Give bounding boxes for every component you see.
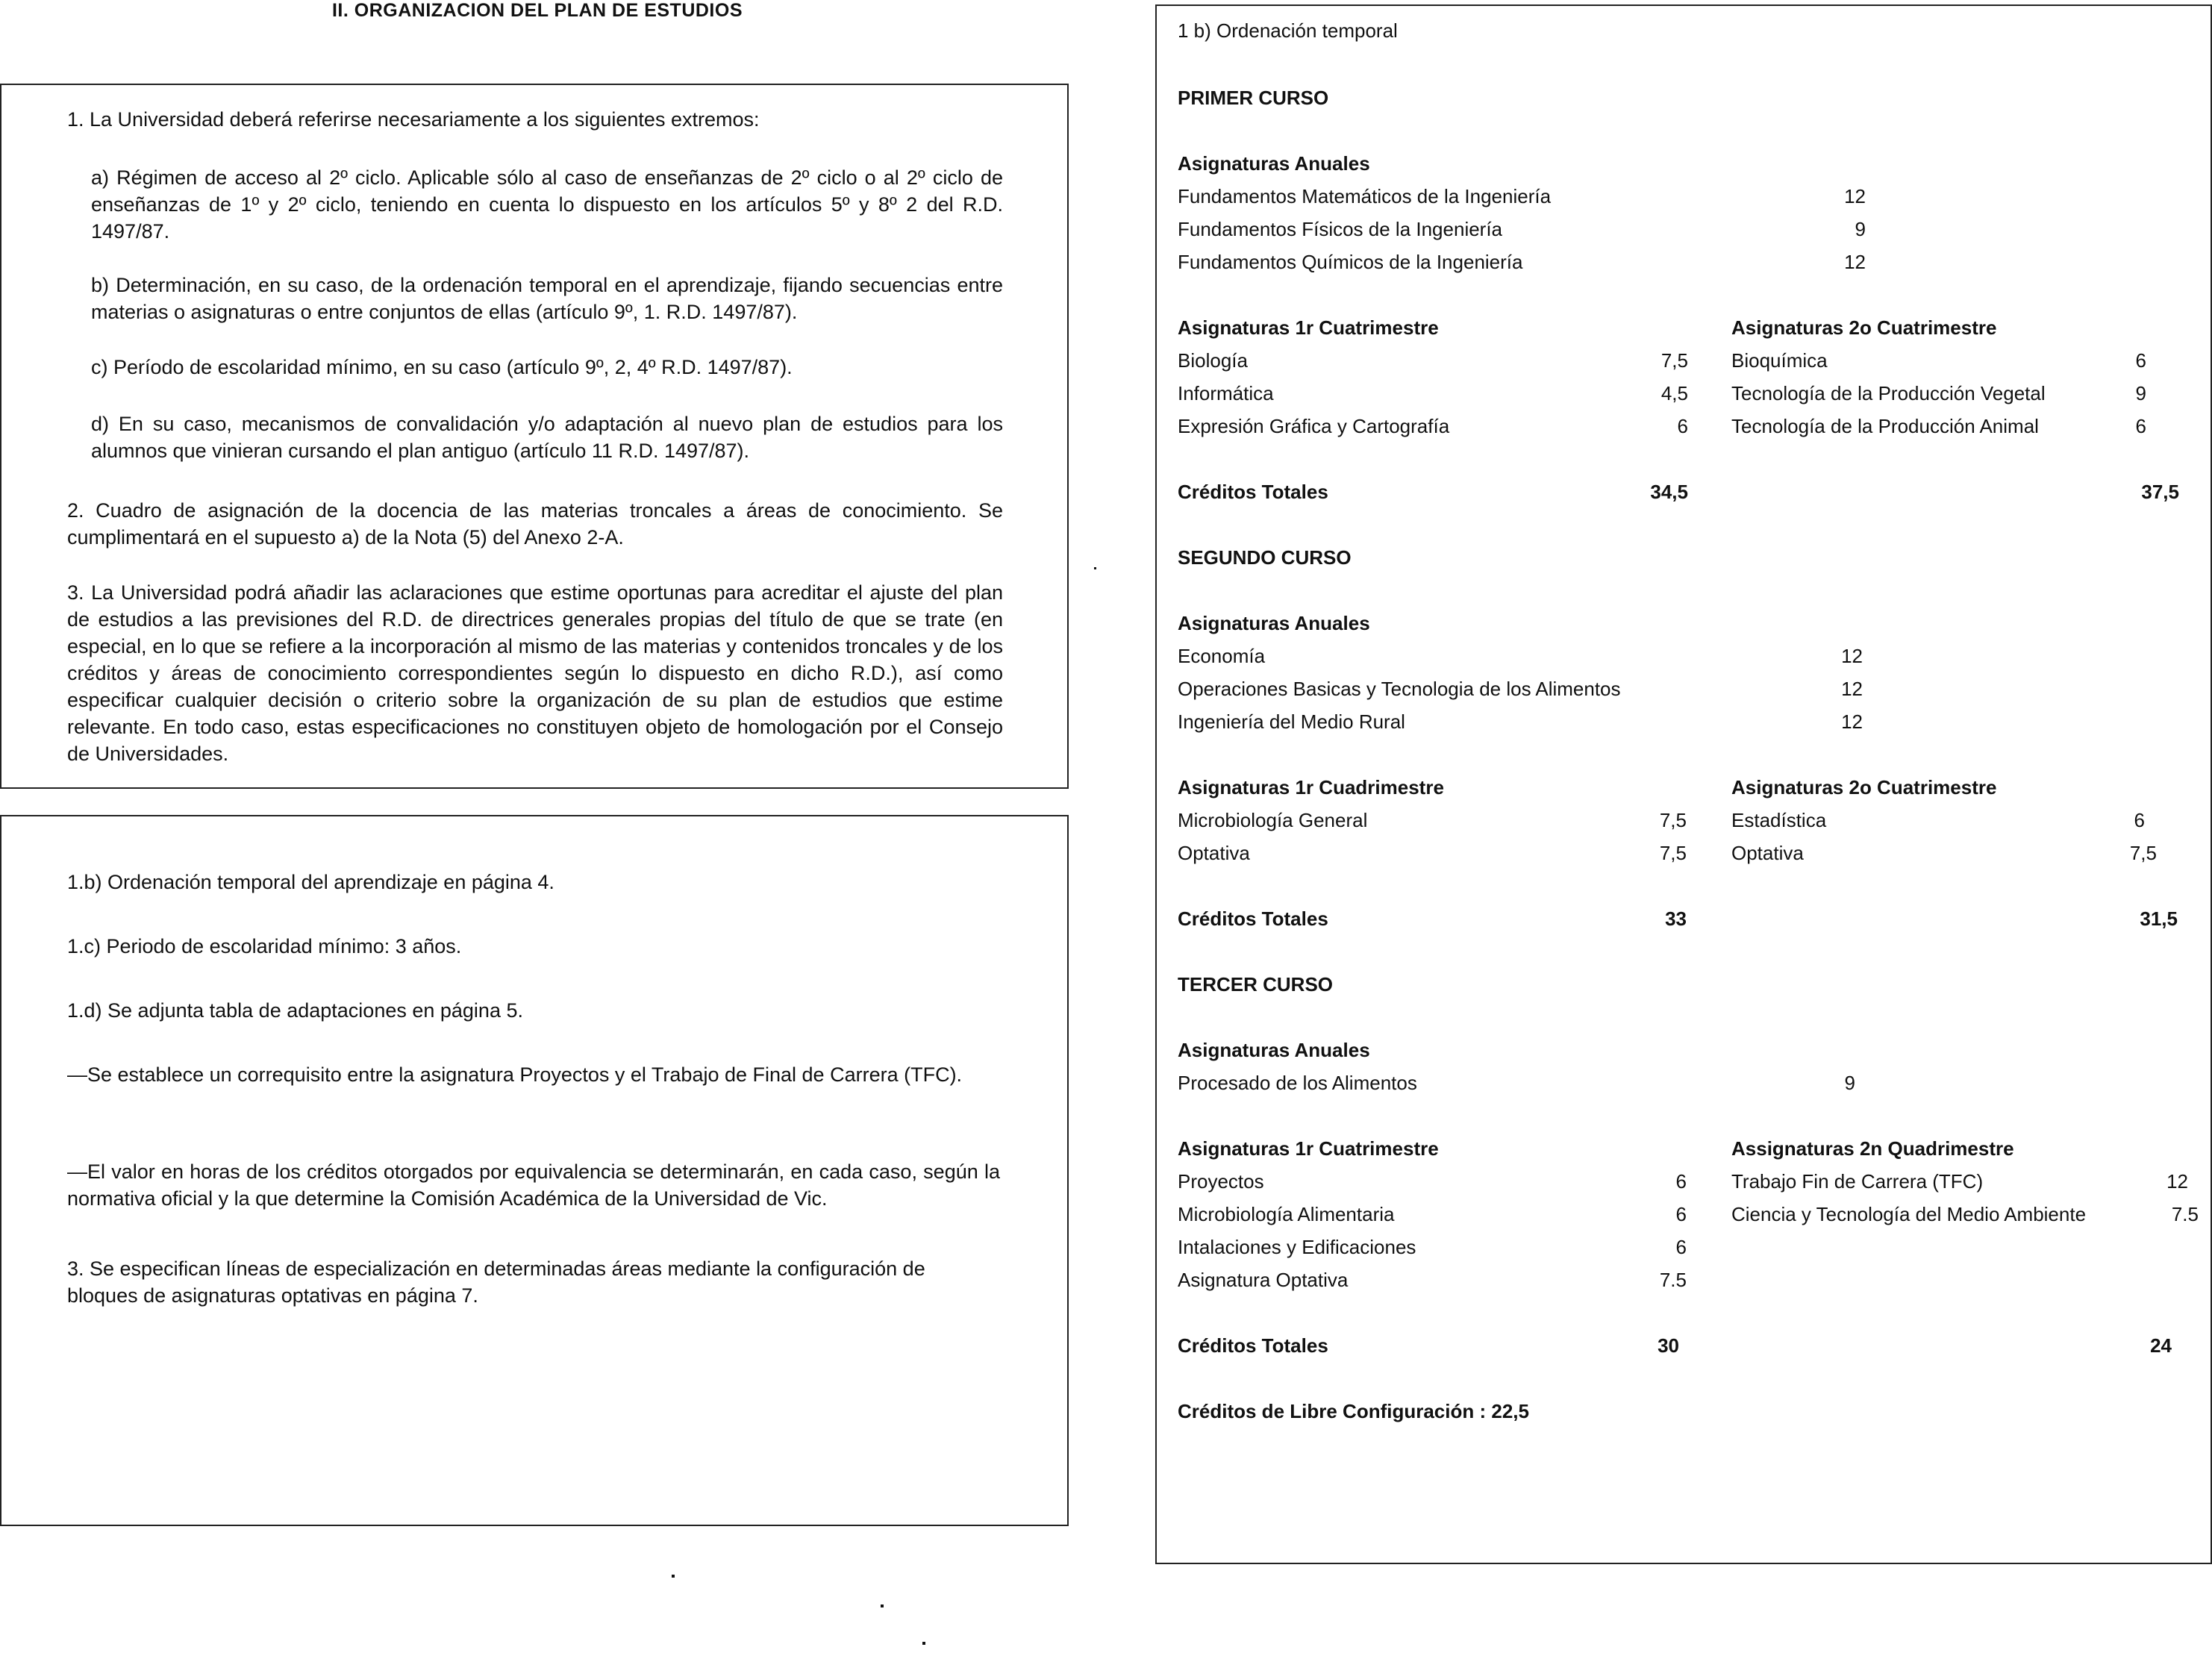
subject-credits: 7,5 xyxy=(1659,809,1687,831)
note-line-6: 3. Se especifican líneas de especialización en determinadas áreas mediante la configuración de bloques de asignaturas optativas en página 7. xyxy=(67,1257,925,1307)
course-title-segundo: SEGUNDO CURSO xyxy=(1178,546,1352,569)
scan-speck xyxy=(1094,567,1096,569)
subject-name: Ciencia y Tecnología del Medio Ambiente xyxy=(1731,1203,2087,1225)
instruction-point-2: 2. Cuadro de asignación de la docencia de las materias troncales a áreas de conocimiento. Se cumplimentará en el supuesto a) de la Nota (5) del Anexo 2-A. xyxy=(67,499,1003,549)
subject-name: Proyectos xyxy=(1178,1170,1264,1193)
total-q2: 31,5 xyxy=(2140,907,2178,930)
subject-credits: 12 xyxy=(1844,251,1866,273)
subject-credits: 6 xyxy=(1677,415,1688,437)
total-q2: 37,5 xyxy=(2141,481,2179,503)
course-title-primer: PRIMER CURSO xyxy=(1178,87,1329,109)
total-q1: 34,5 xyxy=(1650,481,1688,503)
subject-name: Estadística xyxy=(1731,809,1827,831)
subject-name: Tecnología de la Producción Vegetal xyxy=(1731,382,2046,404)
subject-name: Trabajo Fin de Carrera (TFC) xyxy=(1731,1170,1984,1193)
subject-credits: 6 xyxy=(2134,809,2145,831)
subject-name: Bioquímica xyxy=(1731,349,1828,372)
subject-name: Fundamentos Físicos de la Ingeniería xyxy=(1178,218,1503,240)
q2-heading: Asignaturas 2o Cuatrimestre xyxy=(1731,316,1997,339)
instruction-item-a: a) Régimen de acceso al 2º ciclo. Aplicable sólo al caso de enseñanzas de 2º ciclo o al 2º ciclo de enseñanzas de 1º y 2º ciclo, teniendo en cuenta lo dispuesto en los artículos 5º y 8º 2 del R.D. 1497/87. xyxy=(91,166,1003,243)
subject-name: Informática xyxy=(1178,382,1274,404)
subject-credits: 7.5 xyxy=(1659,1269,1687,1291)
subject-credits: 7,5 xyxy=(1659,842,1687,864)
q1-heading: Asignaturas 1r Cuatrimestre xyxy=(1178,316,1439,339)
instruction-item-d: d) En su caso, mecanismos de convalidación y/o adaptación al nuevo plan de estudios para los alumnos que vinieran cursando el plan antiguo (artículo 11 R.D. 1497/87). xyxy=(91,413,1003,462)
scan-speck xyxy=(922,1642,925,1645)
q2-heading: Assignaturas 2n Quadrimestre xyxy=(1731,1137,2014,1160)
subject-credits: 6 xyxy=(2135,415,2146,437)
note-line-4: —Se establece un correquisito entre la asignatura Proyectos y el Trabajo de Final de Carrera (TFC). xyxy=(67,1063,963,1086)
subject-credits: 4,5 xyxy=(1660,382,1688,404)
note-line-3: 1.d) Se adjunta tabla de adaptaciones en página 5. xyxy=(67,999,523,1022)
instruction-point-3: 3. La Universidad podrá añadir las aclaraciones que estime oportunas para acreditar el ajuste del plan de estudios a las previsiones del R.D. de directrices generales propias del título de que se trate (en especial, en lo que se refiere a la incorporación al mismo de las materias y contenidos troncales y de los créditos y áreas de conocimiento correspondientes según lo dispuesto en dicho R.D.), así como especificar cualquier decisión o criterio sobre la organización de su plan de estudios que estime relevante. En todo caso, estas especificaciones no constituyen objeto de homologación por el Consejo de Universidades. xyxy=(67,581,1003,765)
course-title-tercer: TERCER CURSO xyxy=(1178,973,1334,996)
free-credits: Créditos de Libre Configuración : 22,5 xyxy=(1178,1400,1529,1422)
q1-heading: Asignaturas 1r Cuadrimestre xyxy=(1178,776,1444,799)
university-notes-box xyxy=(0,815,1069,1526)
instruction-item-b: b) Determinación, en su caso, de la ordenación temporal en el aprendizaje, fijando secuencias entre materias o asignaturas o entre conjuntos de ellas (artículo 9º, 1. R.D. 1497/87). xyxy=(91,274,1003,323)
annual-subjects-heading: Asignaturas Anuales xyxy=(1178,152,1370,175)
subject-name: Microbiología General xyxy=(1178,809,1368,831)
instructions-intro: 1. La Universidad deberá referirse necesariamente a los siguientes extremos: xyxy=(67,108,760,131)
subject-credits: 6 xyxy=(2135,349,2146,372)
totals-label: Créditos Totales xyxy=(1178,907,1328,930)
subject-name: Procesado de los Alimentos xyxy=(1178,1072,1417,1094)
subject-name: Microbiología Alimentaria xyxy=(1178,1203,1395,1225)
subject-name: Operaciones Basicas y Tecnologia de los Alimentos xyxy=(1178,678,1621,700)
note-line-2: 1.c) Periodo de escolaridad mínimo: 3 años. xyxy=(67,935,462,957)
subject-name: Fundamentos Matemáticos de la Ingeniería xyxy=(1178,185,1552,207)
subject-name: Ingeniería del Medio Rural xyxy=(1178,710,1405,733)
box-header: 1 b) Ordenación temporal xyxy=(1178,19,1398,42)
subject-credits: 7.5 xyxy=(2171,1203,2199,1225)
subject-name: Optativa xyxy=(1731,842,1804,864)
subject-credits: 6 xyxy=(1675,1236,1687,1258)
totals-label: Créditos Totales xyxy=(1178,481,1328,503)
subject-credits: 7,5 xyxy=(1660,349,1688,372)
subject-credits: 12 xyxy=(2166,1170,2188,1193)
subject-credits: 12 xyxy=(1841,678,1863,700)
total-q1: 33 xyxy=(1665,907,1687,930)
subject-name: Expresión Gráfica y Cartografía xyxy=(1178,415,1450,437)
subject-name: Intalaciones y Edificaciones xyxy=(1178,1236,1416,1258)
subject-name: Economía xyxy=(1178,645,1266,667)
page-title: II. ORGANIZACION DEL PLAN DE ESTUDIOS xyxy=(331,0,743,21)
totals-label: Créditos Totales xyxy=(1178,1334,1328,1357)
annual-subjects-heading: Asignaturas Anuales xyxy=(1178,612,1370,634)
q2-heading: Asignaturas 2o Cuatrimestre xyxy=(1731,776,1997,799)
subject-credits: 12 xyxy=(1841,710,1863,733)
subject-credits: 7,5 xyxy=(2129,842,2157,864)
annual-subjects-heading: Asignaturas Anuales xyxy=(1178,1039,1370,1061)
subject-name: Fundamentos Químicos de la Ingeniería xyxy=(1178,251,1523,273)
scan-speck xyxy=(672,1575,675,1578)
subject-name: Tecnología de la Producción Animal xyxy=(1731,415,2039,437)
subject-credits: 12 xyxy=(1844,185,1866,207)
q1-heading: Asignaturas 1r Cuatrimestre xyxy=(1178,1137,1439,1160)
total-q1: 30 xyxy=(1658,1334,1679,1357)
subject-credits: 12 xyxy=(1841,645,1863,667)
subject-credits: 9 xyxy=(1844,1072,1855,1094)
subject-credits: 6 xyxy=(1675,1170,1687,1193)
note-line-1: 1.b) Ordenación temporal del aprendizaje en página 4. xyxy=(67,871,554,893)
note-line-5: —El valor en horas de los créditos otorgados por equivalencia se determinarán, en cada caso, según la normativa oficial y la que determine la Comisión Académica de la Universidad de Vic. xyxy=(67,1160,1000,1210)
temporal-ordering-box xyxy=(1155,4,2212,1564)
subject-credits: 9 xyxy=(2135,382,2146,404)
instruction-item-c: c) Período de escolaridad mínimo, en su caso (artículo 9º, 2, 4º R.D. 1497/87). xyxy=(91,356,793,378)
scan-speck xyxy=(881,1604,884,1607)
total-q2: 24 xyxy=(2150,1334,2172,1357)
subject-name: Optativa xyxy=(1178,842,1250,864)
subject-name: Biología xyxy=(1178,349,1248,372)
subject-credits: 9 xyxy=(1855,218,1866,240)
instructions-box xyxy=(0,84,1069,789)
subject-credits: 6 xyxy=(1675,1203,1687,1225)
subject-name: Asignatura Optativa xyxy=(1178,1269,1349,1291)
